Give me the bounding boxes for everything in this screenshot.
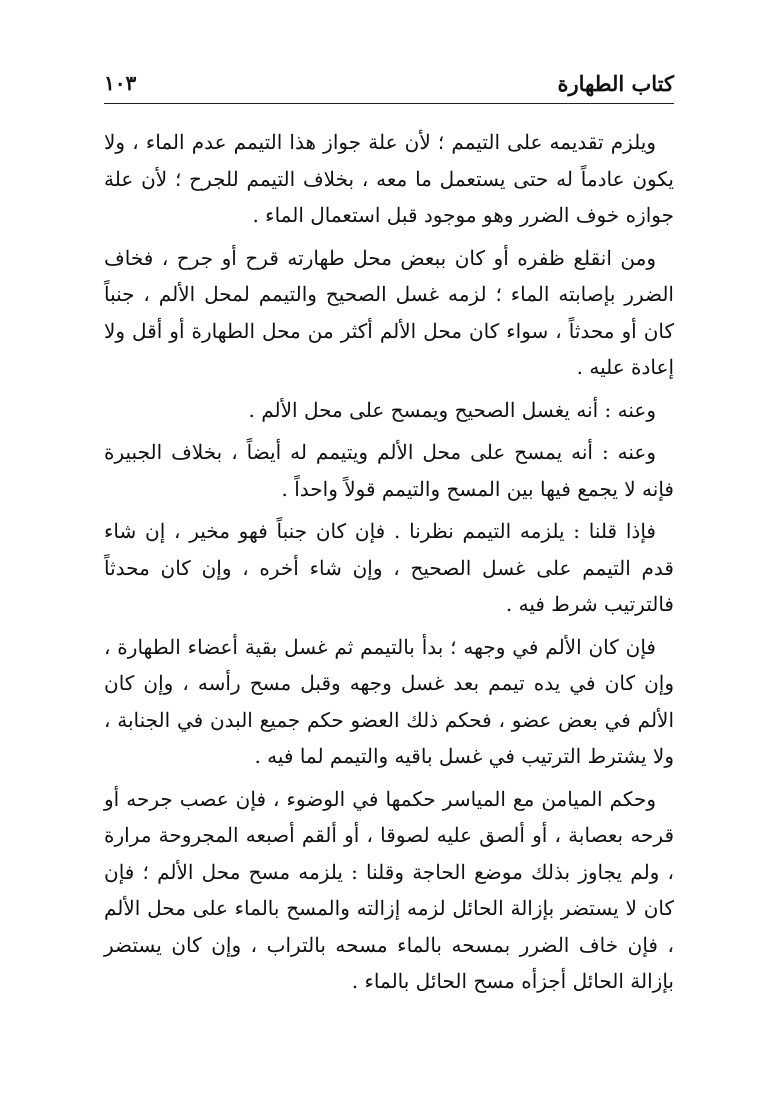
paragraph: ومن انقلع ظفره أو كان ببعض محل طهارته قرح أو جرح ، فخاف الضرر بإصابته الماء ؛ لزمه غسل الصحيح والتيمم لمحل الألم ، جنباً كان أو محدثاً ، سواء كان محل الألم أكثر من محل الطهارة أو أقل ولا إعادة عليه . [104,245,674,379]
paragraph: وعنه : أنه يغسل الصحيح ويمسح على محل الألم . [248,397,656,422]
paragraph: فإذا قلنا : يلزمه التيمم نظرنا . فإن كان جنباً فهو مخير ، إن شاء قدم التيمم على غسل الصحيح ، وإن شاء أخره ، وإن كان محدثاً فالترتيب شرط فيه . [104,519,674,616]
header-divider [104,103,674,104]
paragraph: وعنه : أنه يمسح على محل الألم ويتيمم له أيضاً ، بخلاف الجبيرة فإنه لا يجمع فيها بين المسح والتيمم قولاً واحداً . [104,440,674,501]
page-number: ١٠٣ [104,71,137,95]
paragraph: وحكم الميامن مع المياسر حكمها في الوضوء ، فإن عصب جرحه أو قرحه بعصابة ، أو ألصق عليه لصوقا ، أو ألقم أصبعه المجروحة مرارة ، ولم يجاوز بذلك موضع الحاجة وقلنا : يلزمه مسح محل الألم ؛ فإن كان لا يستضر بإزالة الحائل لزمه إزالته والمسح بالماء على محل الألم ، فإن خاف الضرر بمسحه بالماء مسحه بالتراب ، وإن كان يستضر بإزالة الحائل أجزأه مسح الحائل بالماء . [104,786,674,993]
paragraph: فإن كان الألم في وجهه ؛ بدأ بالتيمم ثم غسل بقية أعضاء الطهارة ، وإن كان في يده تيمم بعد غسل وجهه وقبل مسح رأسه ، وإن كان الألم في بعض عضو ، فحكم ذلك العضو حكم جميع البدن في الجنابة ، ولا يشترط الترتيب في غسل باقيه والتيمم لما فيه . [104,634,674,768]
page-body [104,124,674,1006]
page-header [104,66,674,100]
paragraph: ويلزم تقديمه على التيمم ؛ لأن علة جواز هذا التيمم عدم الماء ، ولا يكون عادماً له حتى يستعمل ما معه ، بخلاف التيمم للجرح ؛ لأن علة جوازه خوف الضرر وهو موجود قبل استعمال الماء . [104,130,674,227]
chapter-title: كتاب الطهارة [557,70,674,96]
